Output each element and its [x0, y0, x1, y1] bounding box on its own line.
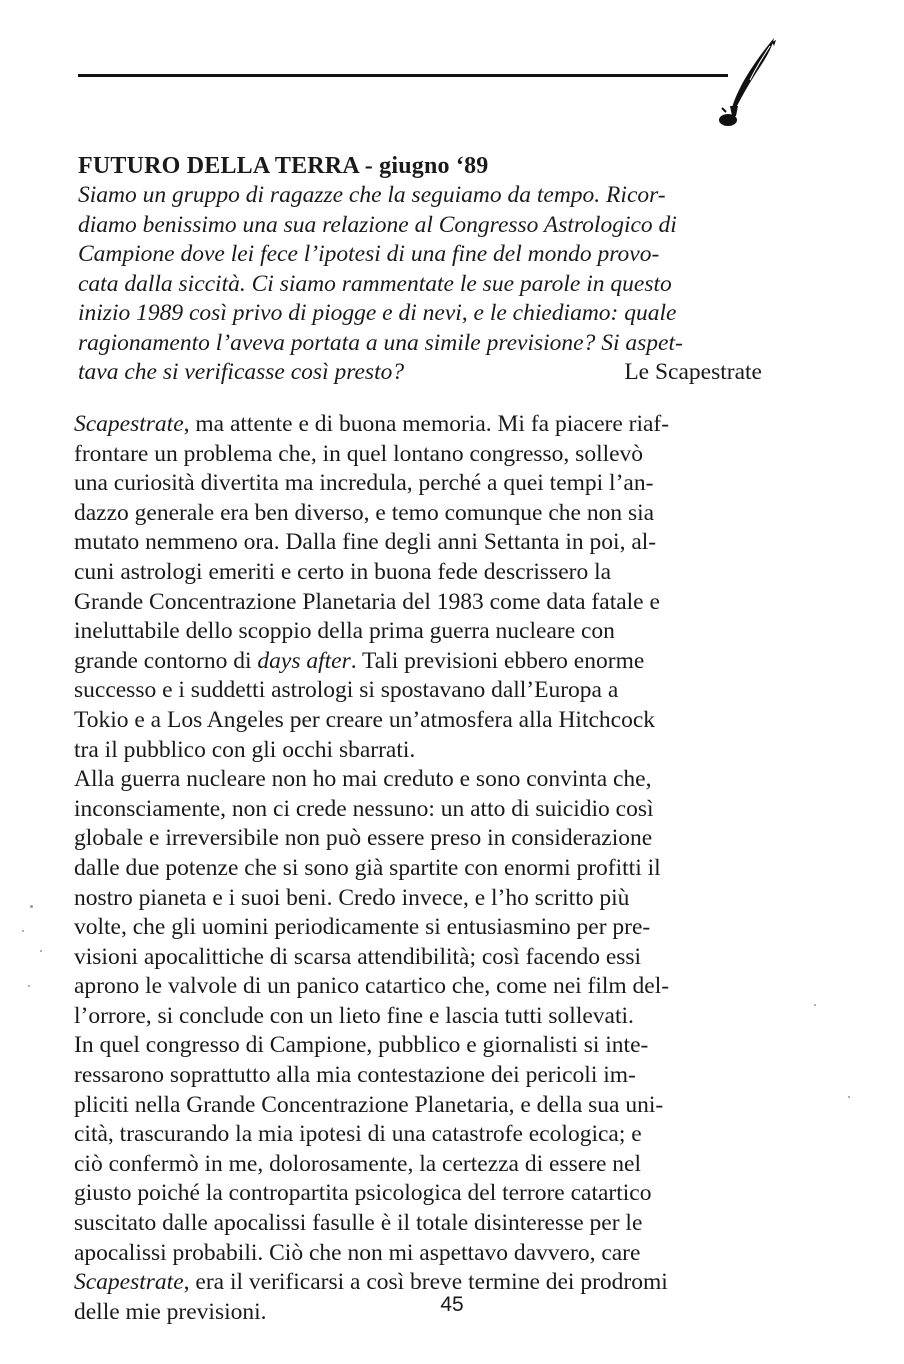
answer-line: successo e i suddetti astrologi si spostavano dall’Europa a	[74, 677, 619, 704]
answer-line: inconsciamente, non ci crede nessuno: un atto di suicidio così	[74, 795, 654, 822]
scan-speck	[28, 985, 30, 987]
answer-line: cità, trascurando la mia ipotesi di una catastrofe ecologica; e	[74, 1121, 642, 1148]
letter-last-row	[78, 358, 762, 388]
quill-pen-icon	[712, 36, 780, 128]
letter-line: diamo benissimo una sua relazione al Congresso Astrologico di	[78, 211, 677, 238]
answer-line: globale e irreversibile non può essere preso in considerazione	[74, 825, 653, 852]
answer-line: volte, che gli uomini periodicamente si entusiasmino per pre-	[74, 914, 651, 941]
answer-line: grande contorno di days after. Tali previsioni ebbero enorme	[74, 647, 645, 674]
title-text: FUTURO DELLA TERRA -	[78, 153, 380, 179]
letter-line: ragionamento l’aveva portata a una simile previsione? Si aspet-	[78, 329, 683, 356]
answer-line: nostro pianeta e i suoi beni. Credo invece, e l’ho scritto più	[74, 884, 630, 911]
scan-speck	[848, 1096, 850, 1098]
answer-line: In quel congresso di Campione, pubblico e giornalisti si inte-	[74, 1032, 649, 1059]
emphasis: days after	[257, 647, 351, 674]
answer-line: aprono le valvole di un panico catartico che, come nei film del-	[74, 973, 670, 1000]
answer-line: suscitato dalle apocalissi fasulle è il totale disinteresse per le	[74, 1210, 643, 1237]
answer-line: apocalissi probabili. Ciò che non mi aspettavo davvero, care	[74, 1239, 641, 1266]
letter-line: Campione dove lei fece l’ipotesi di una fine del mondo provo-	[78, 241, 660, 267]
answer-line: Alla guerra nucleare non ho mai creduto e sono convinta che,	[74, 766, 652, 793]
answer-line: Tokio e a Los Angeles per creare un’atmosfera alla Hitchcock	[74, 706, 656, 733]
reader-letter	[78, 181, 762, 388]
answer-line: delle mie previsioni.	[74, 1298, 267, 1325]
letter-line: Siamo un gruppo di ragazze che la seguiamo da tempo. Ricor-	[78, 182, 666, 208]
scan-speck	[40, 950, 42, 952]
answer-line: giusto poiché la contropartita psicologica del terrore catartico	[74, 1180, 652, 1207]
scan-speck	[30, 905, 33, 908]
answer-line: tra il pubblico con gli occhi sbarrati.	[74, 736, 416, 763]
page-number: 45	[440, 1293, 464, 1316]
letter-line: inizio 1989 così privo di piogge e di nevi, e le chiediamo: quale	[78, 300, 677, 326]
answer-line: frontare un problema che, in quel lontano congresso, sollevò	[74, 440, 644, 467]
answer-line: ressarono soprattutto alla mia contestazione dei pericoli im-	[74, 1062, 636, 1089]
answer-line: una curiosità divertita ma incredula, perché a quei tempi l’an-	[74, 470, 654, 497]
answer-line: Scapestrate, ma attente e di buona memoria. Mi fa piacere riaf-	[74, 411, 670, 437]
answer-line: mutato nemmeno ora. Dalla fine degli anni Settanta in poi, al-	[74, 529, 657, 556]
answer-line: l’orrore, si conclude con un lieto fine e lascia tutti sollevati.	[74, 1002, 634, 1029]
letter-line: cata dalla siccità. Ci siamo rammentate le sue parole in questo	[78, 270, 672, 297]
answer-text	[74, 410, 764, 1327]
letter-line: tava che si verificasse così presto?	[78, 359, 405, 385]
answer-line: pliciti nella Grande Concentrazione Planetaria, e della sua uni-	[74, 1091, 664, 1118]
title-date: giugno ‘89	[379, 153, 489, 179]
answer-line: cuni astrologi emeriti e certo in buona fede descrissero la	[74, 558, 612, 585]
emphasis: Scapestrate	[74, 1269, 184, 1296]
header-rule	[78, 74, 728, 77]
answer-line: Grande Concentrazione Planetaria del 1983 come data fatale e	[74, 588, 660, 615]
scan-speck	[814, 1004, 816, 1006]
answer-line: dalle due potenze che si sono già spartite con enormi profitti il	[74, 854, 661, 881]
scan-speck	[22, 930, 24, 932]
answer-line: Scapestrate, era il verificarsi a così breve termine dei prodromi	[74, 1269, 668, 1296]
emphasis: Scapestrate	[74, 411, 184, 437]
page-title	[78, 152, 489, 180]
answer-line: dazzo generale era ben diverso, e temo comunque che non sia	[74, 499, 655, 526]
letter-signature: Le Scapestrate	[624, 359, 762, 385]
answer-line: visioni apocalittiche di scarsa attendibilità; così facendo essi	[74, 943, 642, 970]
answer-line: ciò confermò in me, dolorosamente, la certezza di essere nel	[74, 1150, 642, 1177]
answer-line: ineluttabile dello scoppio della prima guerra nucleare con	[74, 618, 615, 645]
